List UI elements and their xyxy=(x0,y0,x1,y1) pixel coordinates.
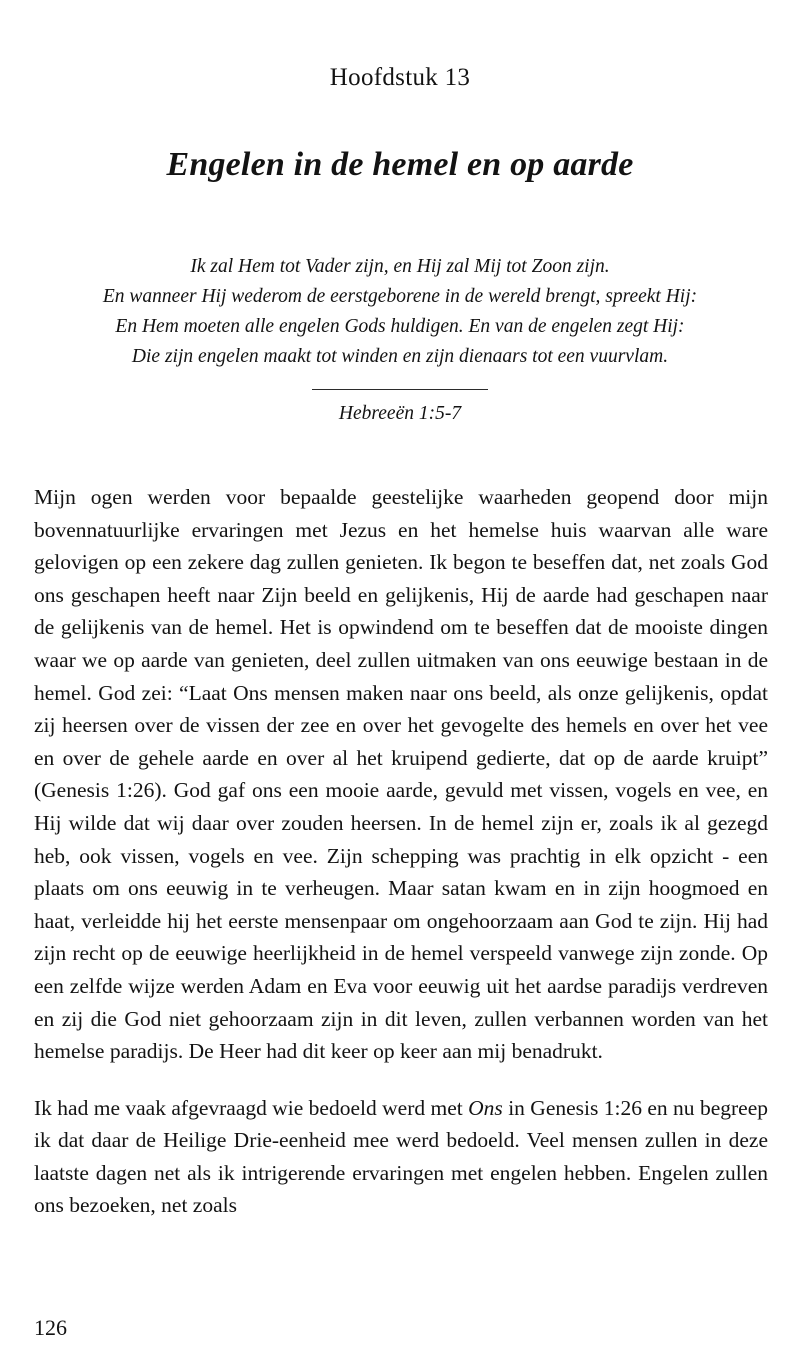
paragraph-last xyxy=(34,1092,768,1222)
paragraph: Mijn ogen werden voor bepaalde geestelijke waarheden geopend door mijn bovennatuurlijke ervaringen met Jezus en het hemelse huis waarvan alle ware gelovigen op een zekere dag zullen genieten. Ik begon te beseffen dat, net zoals God ons geschapen heeft naar Zijn beeld en gelijkenis, Hij de aarde had geschapen naar de gelijkenis van de hemel. Het is opwindend om te beseffen dat de mooiste dingen waar we op aarde van genieten, deel zullen uitmaken van ons eeuwige bestaan in de hemel. God zei: “Laat Ons mensen maken naar ons beeld, als onze gelijkenis, opdat zij heersen over de vissen der zee en over het gevogelte des hemels en over het vee en over de gehele aarde en over al het kruipend gedierte, dat op de aarde kruipt” (Genesis 1:26). God gaf ons een mooie aarde, gevuld met vissen, vogels en vee, en Hij wilde dat wij daar over zouden heersen. In de hemel zijn er, zoals ik al gezegd heb, ook vissen, vogels en vee. Zijn schepping was prachtig in elk opzicht - een plaats om ons eeuwig in te verheugen. Maar satan kwam en in zijn hoogmoed en haat, verleidde hij het eerste mensenpaar om ongehoorzaam aan God te zijn. Hij had zijn recht op de eeuwige heerlijkheid in de hemel verspeeld vanwege zijn zonde. Op een zelfde wijze werden Adam en Eva voor eeuwig uit het aardse paradijs verdreven en zij die God niet gehoorzaam zijn in dit leven, zullen verbannen worden van het hemelse paradijs. De Heer had dit keer op keer aan mij benadrukt. xyxy=(34,485,768,1064)
chapter-title: Engelen in de hemel en op aarde xyxy=(166,146,634,183)
body-text xyxy=(34,481,768,1222)
epigraph-line: En Hem moeten alle engelen Gods huldigen. En van de engelen zegt Hij: xyxy=(115,316,685,337)
paragraph-last-emphasis: Ons xyxy=(468,1095,503,1120)
epigraph-source: Hebreeën 1:5-7 xyxy=(338,403,462,424)
chapter-label: Hoofdstuk 13 xyxy=(329,64,471,91)
epigraph-line: Die zijn engelen maakt tot winden en zijn dienaars tot een vuurvlam. xyxy=(131,346,669,367)
paragraph-last-after: in Genesis 1:26 en nu begreep ik dat daar de Heilige Drie-eenheid mee werd bedoeld. Veel mensen zullen in deze laatste dagen net als ik intrigerende ervaringen met engelen hebben. Engelen zullen ons bezoeken, net zoals xyxy=(34,1095,768,1218)
page-number: 126 xyxy=(34,1315,67,1340)
paragraph-last-before: Ik had me vaak afgevraagd wie bedoeld werd met xyxy=(34,1095,469,1120)
epigraph-line: Ik zal Hem tot Vader zijn, en Hij zal Mij tot Zoon zijn. xyxy=(190,256,610,277)
epigraph xyxy=(80,252,720,372)
epigraph-divider xyxy=(312,389,488,390)
epigraph-line: En wanneer Hij wederom de eerstgeborene in de wereld brengt, spreekt Hij: xyxy=(102,286,698,307)
